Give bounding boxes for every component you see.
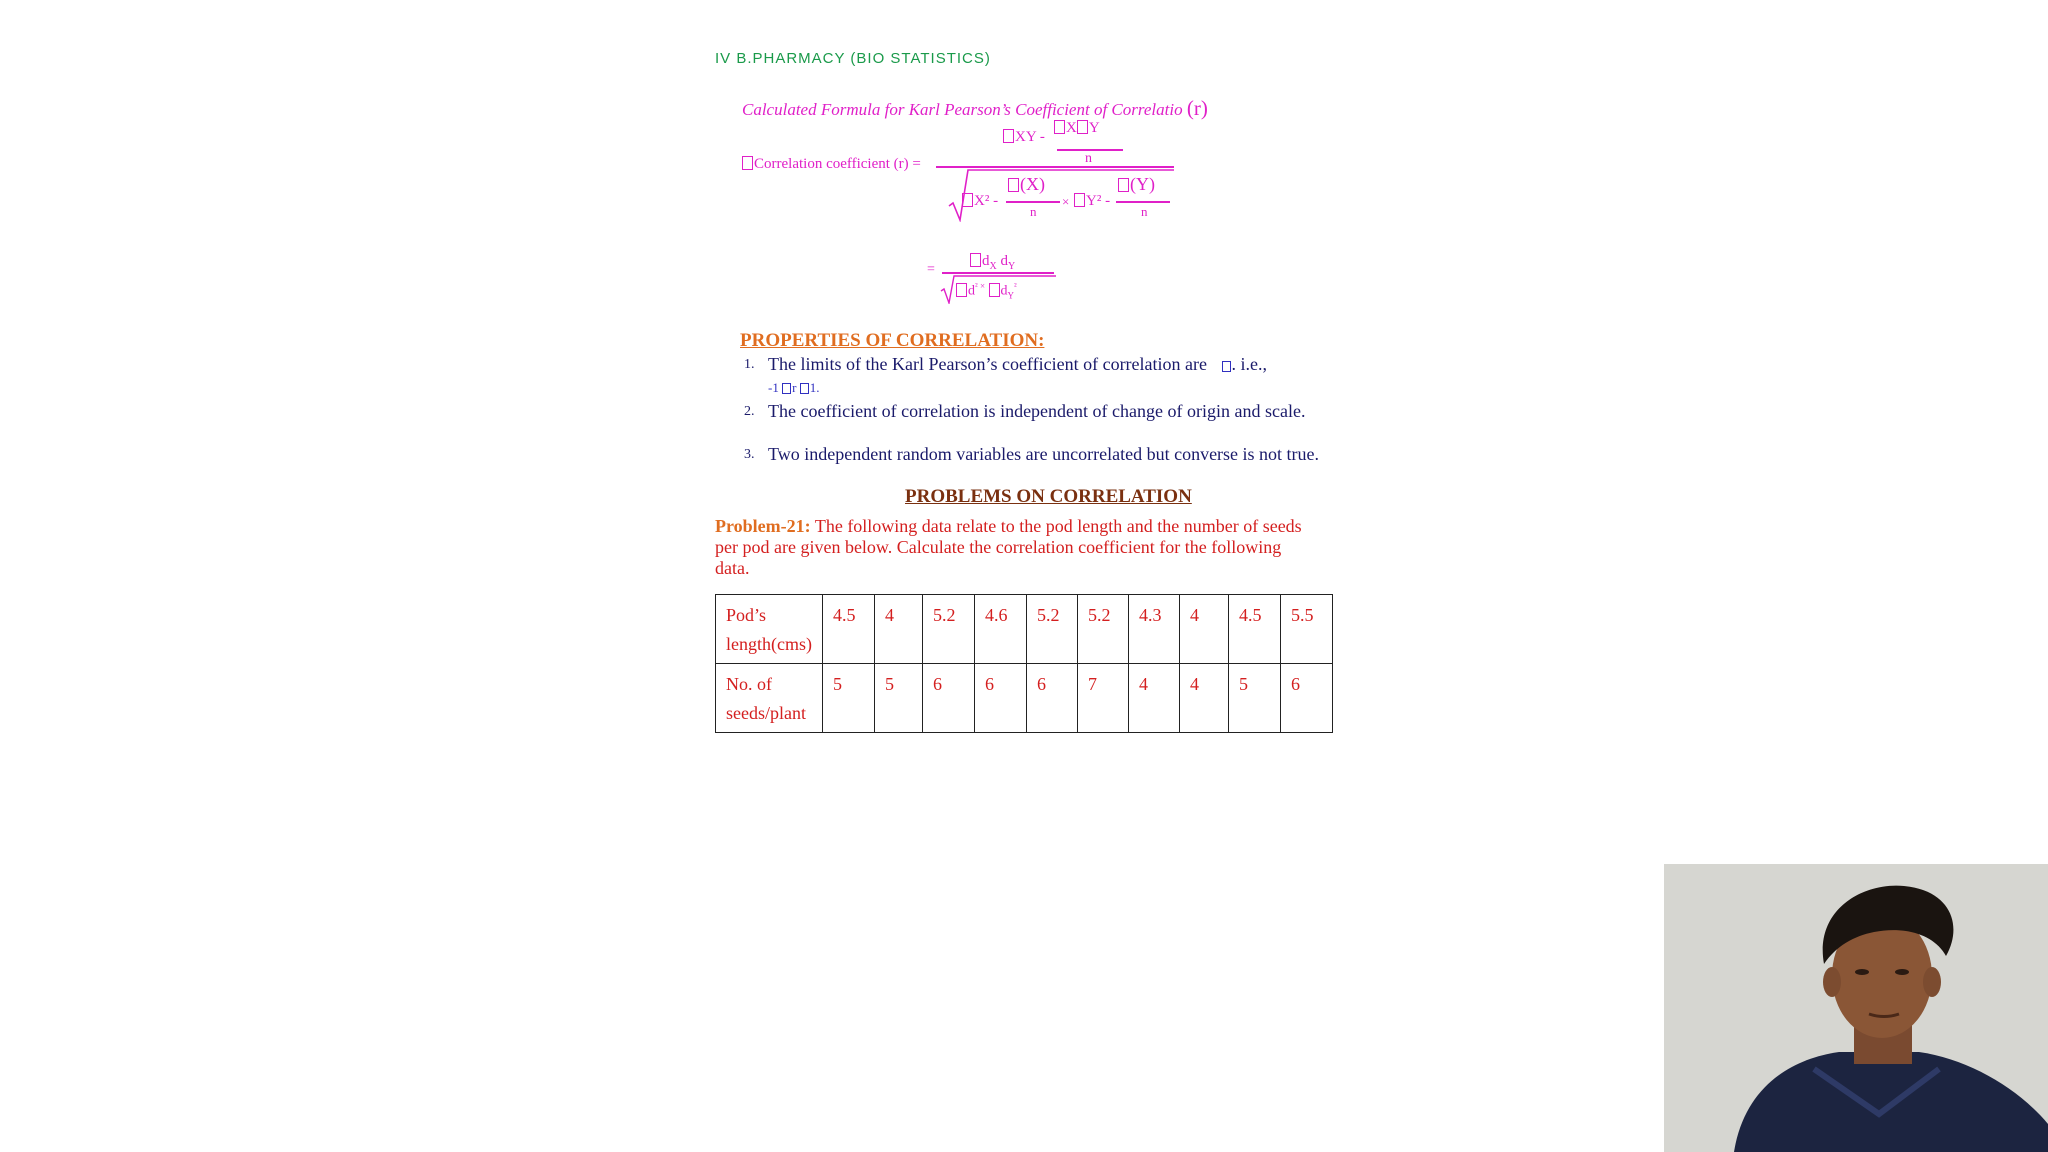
formula-title-text: Calculated Formula for Karl Pearson’s Coefficient of Correlatio [742,100,1183,119]
alt-num-sub2: Y [1007,261,1016,272]
table-cell: 5 [874,664,922,733]
problem-label: Problem-21: [715,516,811,536]
numerator-sx: X [1066,120,1077,136]
table-cell: 4 [1128,664,1179,733]
table-cell: 5.2 [1026,595,1077,664]
formula-lhs-text: Correlation coefficient (r) = [754,156,921,172]
sum-symbol [970,253,981,267]
list-text: The coefficient of correlation is independent of change of origin and scale. [768,401,1306,421]
list-number: 3. [744,447,755,462]
alt-numerator [970,253,1015,272]
alt-den-sup2: ² [1014,281,1017,291]
numerator-xy [1003,129,1045,146]
list-text: Two independent random variables are uncorrelated but converse is not true. [768,444,1320,464]
table-cell: 4.6 [974,595,1026,664]
person-video-feed-icon [1664,864,2048,1152]
denominator-sy-text: (Y) [1130,174,1155,194]
denominator-sy [1118,174,1155,195]
times-sign: × [1062,194,1070,209]
problem-statement [715,516,1315,579]
alt-num-sub: X [989,261,997,272]
table-cell: 6 [922,664,974,733]
table-cell: 6 [1026,664,1077,733]
numerator-sums [1054,120,1100,137]
alt-den-sub2: Y [1007,290,1015,301]
denominator-sx-text: (X) [1020,174,1045,194]
list-text [768,354,1328,398]
den-y-fraction-bar [1116,201,1170,203]
limit-r: r [792,380,797,395]
page-header: IV B.PHARMACY (BIO STATISTICS) [715,50,991,67]
leq-symbol [800,383,809,394]
problems-heading: PROBLEMS ON CORRELATION [905,486,1192,507]
formula-title [742,96,1208,121]
table-cell: 6 [974,664,1026,733]
properties-heading: PROPERTIES OF CORRELATION: [740,330,1045,351]
leq-symbol [782,383,791,394]
table-row [716,595,1333,664]
alt-den-d2: d [1000,283,1008,299]
alt-denominator [956,281,1017,300]
numerator-sy: Y [1088,120,1100,136]
limit-high: 1. [809,380,820,395]
alt-den-d: d [968,283,975,299]
data-table [715,594,1333,733]
table-cell: 5 [822,664,874,733]
presenter-webcam [1664,864,2048,1152]
numerator-xy-text: XY - [1015,129,1045,145]
sum-symbol [962,193,973,207]
alt-num-d2: d [996,253,1008,269]
table-row [716,664,1333,733]
alt-den-rest: ² × [975,281,986,291]
table-cell: 5 [1228,664,1280,733]
den-x-fraction-bar [1006,201,1060,203]
sum-symbol [1077,120,1088,134]
sum-symbol [956,283,967,297]
row-label: Pod’s length(cms) [716,595,823,664]
list-number: 2. [744,404,755,419]
alt-num-d: d [982,253,990,269]
sum-symbol [1054,120,1065,134]
table-cell: 5.2 [1077,595,1128,664]
table-cell: 4.3 [1128,595,1179,664]
table-cell: 4 [1179,595,1228,664]
sum-symbol [1074,193,1085,207]
table-cell: 5.5 [1280,595,1332,664]
table-cell: 4 [874,595,922,664]
formula-title-paren: (r) [1186,96,1208,120]
alt-equals: = [927,262,935,277]
row-label: No. of seeds/plant [716,664,823,733]
denominator-y2 [1074,193,1110,210]
table-cell: 5.2 [922,595,974,664]
plus-minus-symbol [1222,361,1231,372]
table-cell: 4 [1179,664,1228,733]
list-number: 1. [744,357,755,372]
denominator-sx [1008,174,1045,195]
limit-low: -1 [768,380,779,395]
table-cell: 4.5 [822,595,874,664]
sum-symbol [1118,178,1129,192]
den-x-n: n [1030,204,1037,219]
formula-lhs [742,156,921,173]
denominator-y2-text: Y² - [1086,193,1111,209]
denominator-x2-text: X² - [974,193,999,209]
table-cell: 7 [1077,664,1128,733]
den-y-n: n [1141,204,1148,219]
problem-text: The following data relate to the pod length and the number of seeds per pod are given below. Calculate the correlation coefficient for the following data. [715,516,1302,578]
list-line-tail: . i.e., [1231,354,1268,374]
sum-symbol [1003,129,1014,143]
sum-symbol [1008,178,1019,192]
table-cell: 6 [1280,664,1332,733]
table-cell: 4.5 [1228,595,1280,664]
sum-symbol [742,156,753,170]
limits-line [768,377,1328,398]
sum-symbol [989,283,1000,297]
numerator-n: n [1085,151,1092,166]
denominator-x2 [962,193,998,210]
list-line: The limits of the Karl Pearson’s coefficient of correlation are [768,354,1208,374]
